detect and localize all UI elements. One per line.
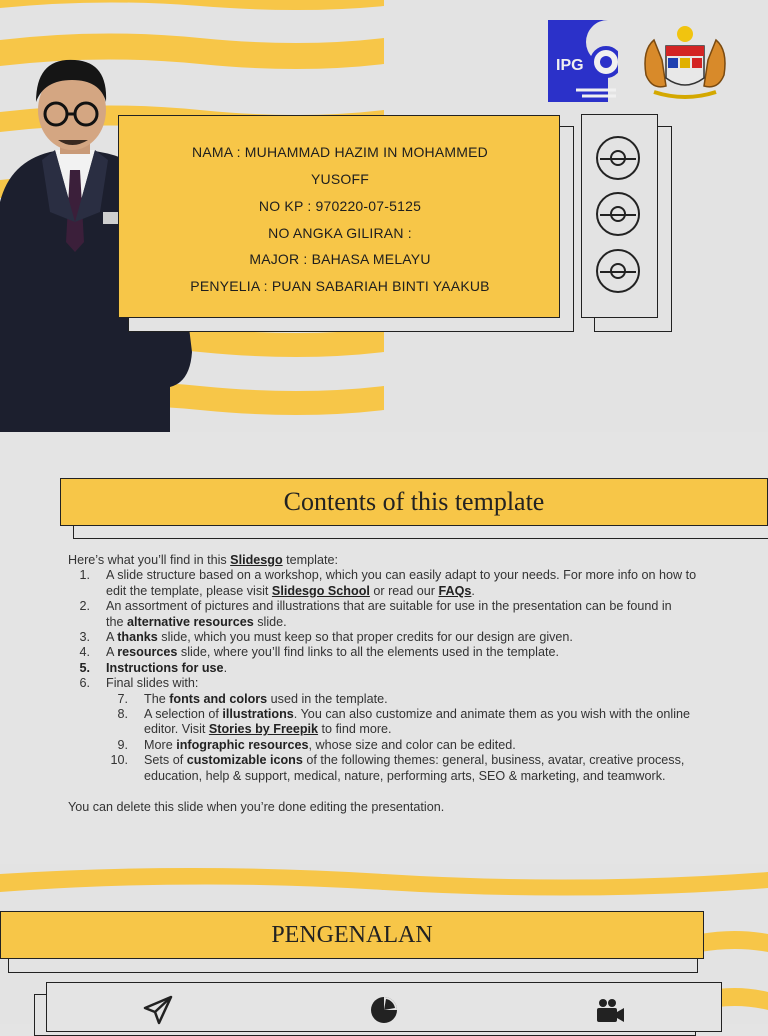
list-line [106,630,728,645]
contents-title-box [60,478,768,526]
text-run: . You can also customize and animate them as you wish with the online [293,707,691,722]
slidesgo-link[interactable]: Slidesgo [230,553,283,567]
bold-text: fonts and colors [169,691,268,706]
text-run: A slide structure based on a workshop, which you can easily adapt to your needs. For more info on how to [106,568,697,583]
list-line [106,568,728,583]
text-run: slide, where you’ll find links to all the elements used in the template. [177,645,559,660]
bold-text: resources [117,645,178,660]
list-line [106,676,728,691]
round-button-3[interactable] [596,249,640,293]
list-line [106,645,728,660]
button-panel [581,114,658,318]
list-line [106,661,728,676]
slide-profile [0,0,768,432]
list-line [144,753,728,768]
list-line [106,599,728,614]
text-run: slide, which you must keep so that proper credits for our design are given. [157,630,573,645]
list-number: 8. [117,707,128,722]
inline-link[interactable]: Stories by Freepik [208,722,319,737]
text-run: A selection of [144,707,223,722]
info-nama-cont: YUSOFF [311,171,369,187]
list-number: 1. [79,568,90,583]
contents-sublist [68,692,728,784]
text-run: Final slides with: [106,676,199,691]
text-run: . [223,660,228,675]
list-item [68,599,728,630]
list-line [144,769,728,784]
list-number: 10. [110,753,128,768]
list-number: 7. [117,691,128,706]
info-nama: NAMA : MUHAMMAD HAZIM IN MOHAMMED [192,144,488,160]
text-run: of the following themes: general, business, avatar, creative process, [302,753,685,768]
list-number: 6. [79,676,90,691]
list-line [144,738,728,753]
text-run: used in the template. [267,691,388,706]
list-item [68,707,728,738]
list-number: 4. [79,645,90,660]
contents-title: Contents of this template [283,487,545,516]
list-item [68,630,728,645]
ipg-logo [548,20,618,102]
contents-outro: You can delete this slide when you’re done editing the presentation. [68,800,445,815]
list-item [68,692,728,707]
text-run: to find more. [318,722,392,737]
list-item [68,568,728,599]
list-line [144,692,728,707]
text-run: A [106,645,118,660]
bold-text: Instructions for use [106,660,224,675]
text-run: education, help & support, medical, nature, performing arts, SEO & marketing, and teamwork. [144,768,666,783]
inline-link[interactable]: FAQs [438,583,472,598]
pengenalan-card [46,982,722,1032]
contents-list [68,568,728,691]
text-run: , whose size and color can be edited. [308,737,516,752]
list-item [68,661,728,676]
text-run: editor. Visit [144,722,209,737]
text-run: the [106,614,128,629]
list-number: 9. [117,737,128,752]
text-run: . [471,583,475,598]
text-run: More [144,737,177,752]
text-run: A [106,630,118,645]
pengenalan-title: PENGENALAN [271,922,433,948]
pie-chart-icon [369,995,399,1025]
pengenalan-title-box [0,911,704,959]
bold-text: thanks [117,630,158,645]
round-button-1[interactable] [596,136,640,180]
inline-link[interactable]: Slidesgo School [271,583,370,598]
list-number: 3. [79,630,90,645]
bold-text: infographic resources [176,737,309,752]
list-line [106,615,728,630]
text-run: The [144,691,170,706]
paper-plane-icon [143,995,173,1025]
list-line [144,707,728,722]
text-run: or read our [369,583,439,598]
bold-text: alternative resources [127,614,254,629]
info-penyelia: PENYELIA : PUAN SABARIAH BINTI YAAKUB [190,278,490,294]
contents-body [68,553,728,816]
text-run: edit the template, please visit [106,583,272,598]
text-run: Sets of [144,753,187,768]
bold-text: illustrations [222,707,294,722]
text-run: slide. [253,614,287,629]
info-major: MAJOR : BAHASA MELAYU [249,251,431,267]
info-no-kp: NO KP : 970220-07-5125 [258,198,422,214]
bold-text: customizable icons [186,753,303,768]
round-button-2[interactable] [596,192,640,236]
student-info-box [118,115,560,318]
video-camera-icon [595,997,625,1025]
contents-intro: Here’s what you’ll find in this Slidesgo template: [68,553,338,567]
list-line [106,584,728,599]
svg-text:IPG: IPG [556,57,584,74]
text-run: An assortment of pictures and illustrations that are suitable for use in the presentation can be found in [106,599,672,614]
list-item [68,676,728,691]
list-number: 2. [79,599,90,614]
list-number: 5. [79,660,90,675]
list-item [68,738,728,753]
malaysia-coat-of-arms [632,20,738,102]
list-item [68,753,728,784]
list-item [68,645,728,660]
list-line [144,722,728,737]
info-no-angka-giliran: NO ANGKA GILIRAN : [268,225,412,241]
